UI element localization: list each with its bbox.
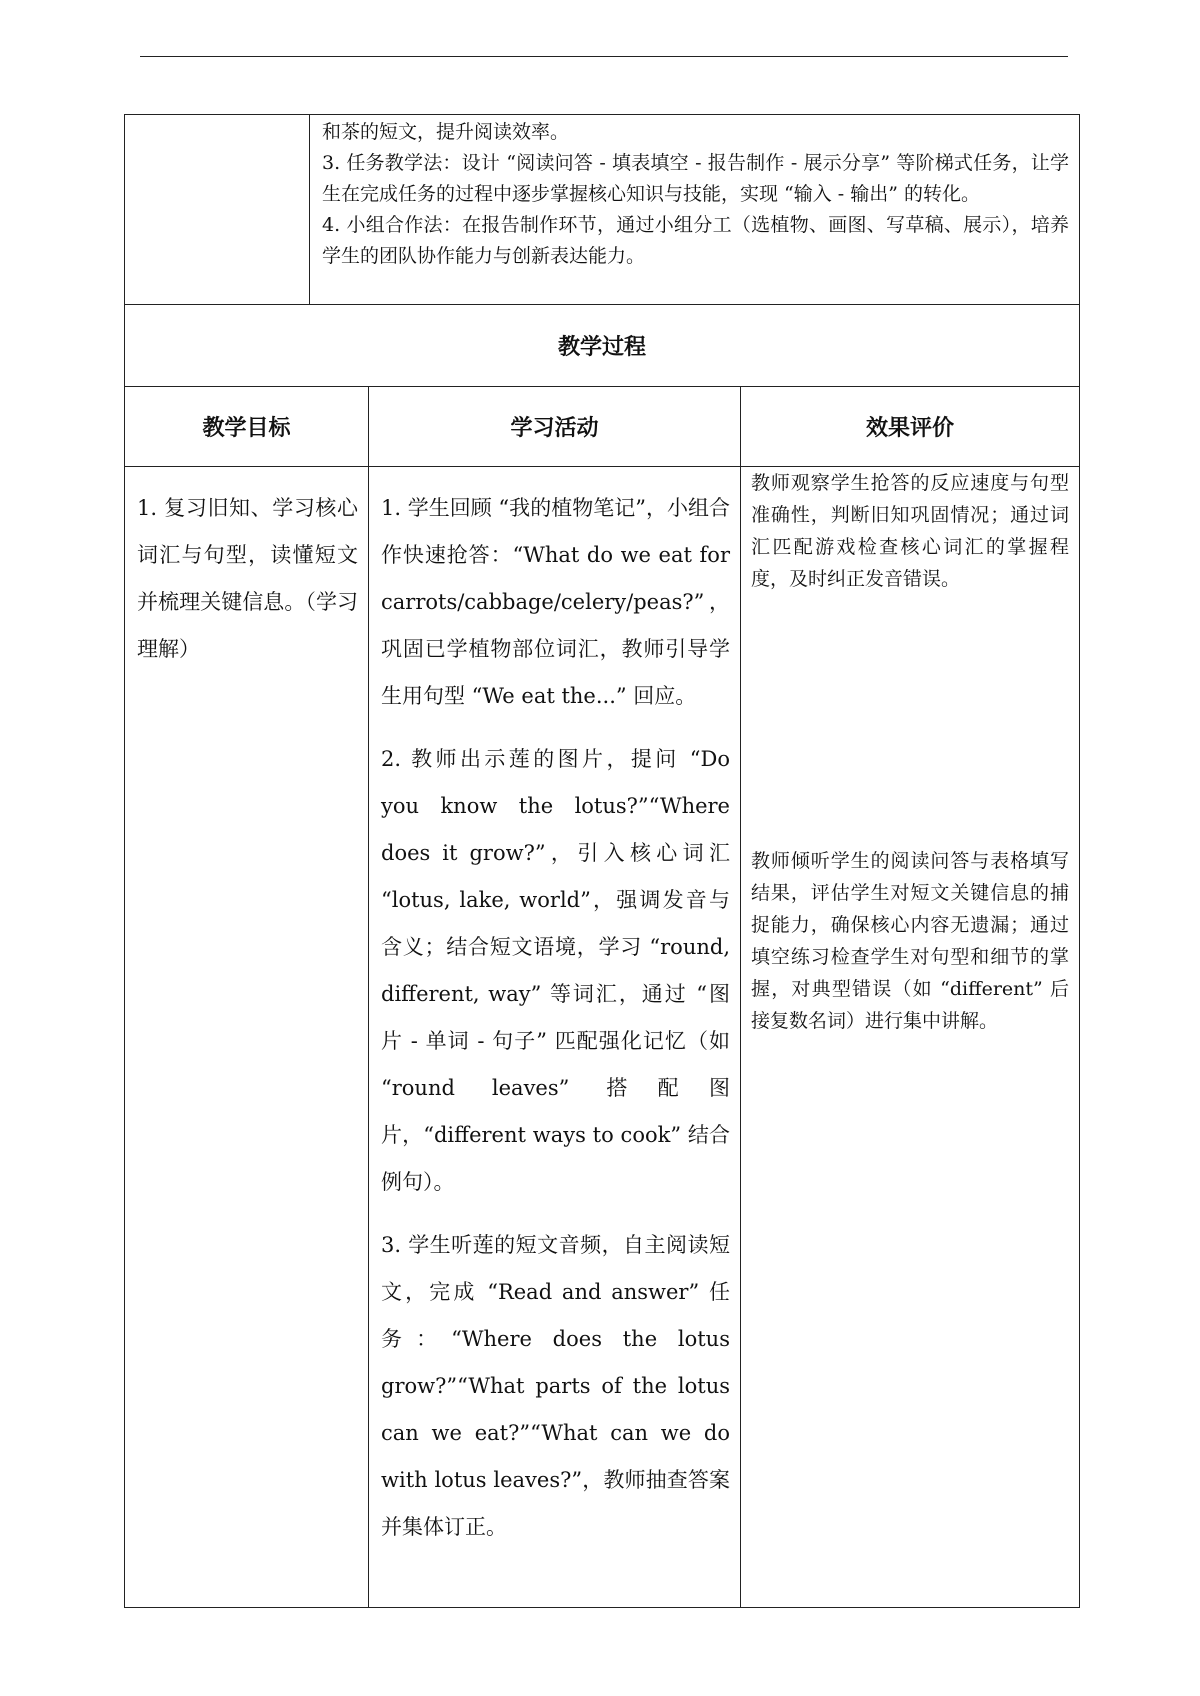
- goal-cell: [125, 467, 369, 1607]
- header-evaluation: 效果评价: [741, 386, 1079, 467]
- activity-item-1: 1. 学生回顾 “我的植物笔记”，小组合作快速抢答：“What do we eat for carrots/cabbage/celery/peas?”，巩固已学植物部位词汇，教师引导学生用句型 “We eat the...” 回应。: [381, 496, 730, 708]
- method-content-cell: [310, 115, 1079, 304]
- method-line-1: 和茶的短文，提升阅读效率。: [322, 121, 570, 143]
- goal-text: 1. 复习旧知、学习核心词汇与句型，读懂短文并梳理关键信息。（学习理解）: [137, 496, 358, 661]
- activity-item-3: 3. 学生听莲的短文音频，自主阅读短文，完成 “Read and answer” 任务：“Where does the lotus grow?”“What parts of the lotus can we eat?”“What can we do with lotus leaves?”，教师抽查答案并集体订正。: [381, 1233, 730, 1539]
- activity-list: [369, 467, 740, 1551]
- process-table: [124, 386, 1080, 1608]
- activity-cell: [369, 467, 741, 1607]
- evaluation-item-1: 教师观察学生抢答的反应速度与句型准确性，判断旧知巩固情况；通过词汇匹配游戏检查核心词汇的掌握程度，及时纠正发音错误。: [751, 472, 1069, 590]
- activity-item-2: 2. 教师出示莲的图片，提问 “Do you know the lotus?”“Where does it grow?”，引入核心词汇 “lotus, lake, world”，强调发音与含义；结合短文语境，学习 “round, different, way” 等词汇，通过 “图片 - 单词 - 句子” 匹配强化记忆（如 “round leaves” 搭配图片，“different ways to cook” 结合例句）。: [381, 747, 730, 1194]
- method-line-task: 3. 任务教学法：设计 “阅读问答 - 填表填空 - 报告制作 - 展示分享” 等阶梯式任务，让学生在完成任务的过程中逐步掌握核心知识与技能，实现 “输入 - 输出” 的转化。: [322, 152, 1069, 205]
- method-continuation-table: [124, 114, 1080, 305]
- evaluation-cell: [741, 467, 1079, 1607]
- header-rule: [140, 56, 1068, 57]
- method-label-cell: [125, 115, 310, 304]
- header-activity: 学习活动: [369, 386, 741, 467]
- method-line-group: 4. 小组合作法：在报告制作环节，通过小组分工（选植物、画图、写草稿、展示），培养学生的团队协作能力与创新表达能力。: [322, 214, 1069, 267]
- evaluation-item-2: 教师倾听学生的阅读问答与表格填写结果，评估学生对短文关键信息的捕捉能力，确保核心内容无遗漏；通过填空练习检查学生对句型和细节的掌握，对典型错误（如 “different” 后接复数名词）进行集中讲解。: [751, 850, 1069, 1032]
- process-title: 教学过程: [124, 304, 1080, 387]
- header-goal: 教学目标: [125, 386, 369, 467]
